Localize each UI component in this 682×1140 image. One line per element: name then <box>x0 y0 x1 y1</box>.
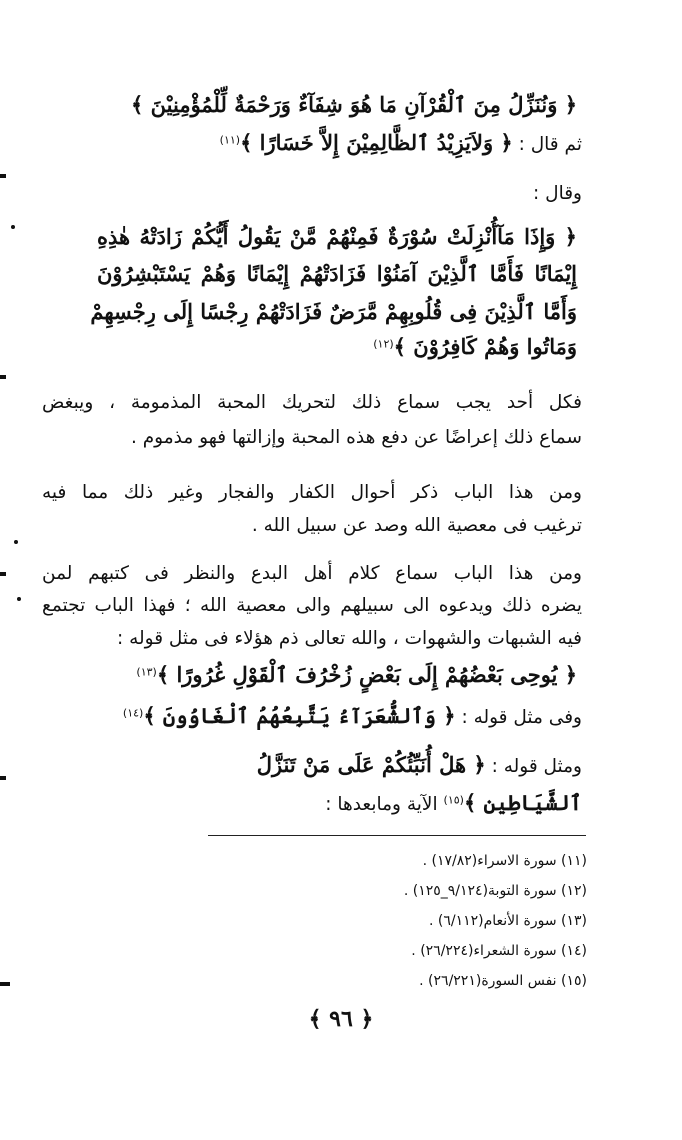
footnote-14: (١٤) سورة الشعراء(٢٦/٢٢٤) . <box>411 943 587 959</box>
verse-line-5: إِيْمَانًا فَأَمَّا ٱلَّذِيْنَ آمَنُوْا فَزَادَتْهُمْ إِيْمَانًا وَهُمْ يَسْتَبْشِرُوْنَ <box>97 261 577 286</box>
page-number: ﴿ ٩٦ ﴾ <box>308 1006 374 1032</box>
text-line-3: وقال : <box>533 183 582 204</box>
trailing-text: الآية ومابعدها : <box>325 794 444 815</box>
text-line-9: سماع ذلك إعراضًا عن دفع هذه المحبة وإزالتها فهو مذموم . <box>130 427 582 448</box>
footnote-ref: (١٢) <box>373 337 394 351</box>
intro-text: وفى مثل قوله : <box>455 707 582 728</box>
footnote-ref: (١٣) <box>136 665 157 679</box>
footnote-12: (١٢) سورة التوبة(٩/١٢٤_١٢٥) . <box>403 883 587 899</box>
verse-line-6: وَأَمَّا ٱلَّذِيْنَ فِى قُلُوبِهِمْ مَّرَضٌ فَزَادَتْهُمْ رِجْسًا إِلَى رِجْسِهِمْ <box>90 299 577 324</box>
intro-text: ومثل قوله : <box>485 756 582 777</box>
text-line-18 <box>325 790 582 815</box>
text-line-11: ترغيب فى معصية الله وصد عن سبيل الله . <box>251 515 582 536</box>
text-line-10: ومن هذا الباب ذكر أحوال الكفار والفجار وغير ذلك مما فيه <box>42 482 582 503</box>
text-line-13: يضره ذلك ويدعوه الى سبيلهم والى معصية الله ؛ فهذا الباب تجتمع <box>42 595 582 616</box>
text-line-16 <box>123 703 582 728</box>
verse-line-4: ﴿ وَإِذَا مَآأُنْزِلَتْ سُوْرَةٌ فَمِنْهُمْ مَّنْ يَقُولُ أَيُّكُمْ زَادَتْهُ هٰذِهِ <box>97 224 577 249</box>
footnote-divider <box>208 835 586 836</box>
scan-mark <box>0 572 6 576</box>
verse-line-7 <box>373 334 577 359</box>
text-line-2 <box>220 130 582 155</box>
scan-mark <box>17 597 21 601</box>
text-line-14: فيه الشبهات والشهوات ، والله تعالى ذم هؤلاء فى مثل قوله : <box>116 628 582 649</box>
verse-text: ﴿ وَٱلشُّعَرَآءُ يَتَّبِعُهُمُ ٱلْغَاوُونَ ﴾ <box>143 703 456 728</box>
footnote-ref: (١٥) <box>443 793 464 807</box>
verse-text: ﴿ هَلْ أُنَبِّئُكُمْ عَلَى مَنْ تَنَزَّلُ <box>256 752 486 777</box>
scan-mark <box>0 174 6 178</box>
verse-text: ﴿ وَلاَيَزِيْدُ ٱلظَّالِمِيْنَ إِلاَّ خَسَارًا ﴾ <box>240 130 513 155</box>
verse-text: ﴿ يُوحِى بَعْضُهُمْ إِلَى بَعْضٍ زُخْرُفَ ٱلْقَوْلِ غُرُورًا ﴾ <box>156 662 577 687</box>
scan-mark <box>14 540 18 544</box>
text-line-17 <box>257 752 582 777</box>
scan-mark <box>0 375 6 379</box>
scan-mark <box>11 225 15 229</box>
verse-text: ٱلشَّيَاطِين ﴾ <box>463 790 582 815</box>
footnote-ref: (١٤) <box>122 706 144 720</box>
scan-mark <box>0 982 10 986</box>
text-line-8: فكل أحد يجب سماع ذلك لتحريك المحبة المذمومة ، ويبغض <box>42 392 582 413</box>
verse-text: وَمَاتُوا وَهُمْ كَافِرُوْنَ ﴾ <box>393 334 577 359</box>
verse-line-1: ﴿ وَنُنَزِّلُ مِنَ ٱلْقُرْآنِ مَا هُوَ شِفَآءٌ وَرَحْمَةٌ لِّلْمُؤْمِنِيْنَ ﴾ <box>131 92 577 117</box>
footnote-15: (١٥) نفس السورة(٢٦/٢٢١) . <box>419 973 587 989</box>
footnote-ref: (١١) <box>219 133 241 147</box>
intro-text: ثم قال : <box>512 134 582 155</box>
footnote-11: (١١) سورة الاسراء(١٧/٨٢) . <box>422 853 587 869</box>
footnote-13: (١٣) سورة الأنعام(٦/١١٢) . <box>428 913 587 929</box>
scan-mark <box>0 776 6 780</box>
verse-line-15 <box>136 662 577 687</box>
text-line-12: ومن هذا الباب سماع كلام أهل البدع والنظر فى كتبهم لمن <box>42 563 582 584</box>
